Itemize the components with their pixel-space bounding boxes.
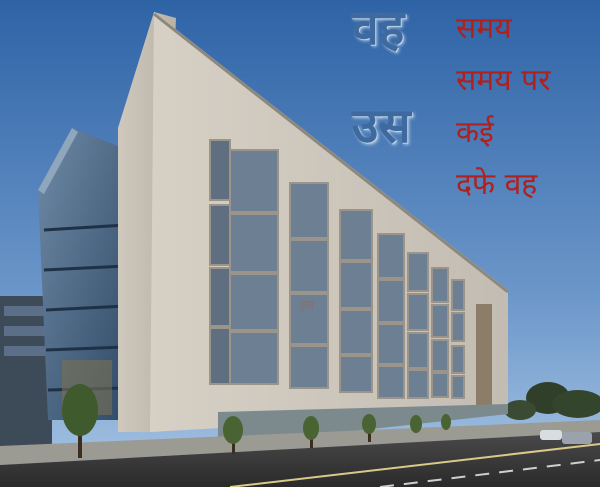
watermark-text: इस: [300, 298, 315, 312]
overlay-line-2: समय पर: [456, 63, 551, 98]
overlay-line-3: कई: [456, 115, 494, 150]
overlay-line-4: दफे वह: [456, 167, 538, 202]
overlay-word-top: वह: [352, 0, 405, 56]
overlay-word-bottom: उस: [352, 98, 411, 154]
building-end-column: [476, 304, 492, 408]
glass-tower: [38, 128, 128, 420]
overlay-line-1: समय: [456, 11, 512, 46]
